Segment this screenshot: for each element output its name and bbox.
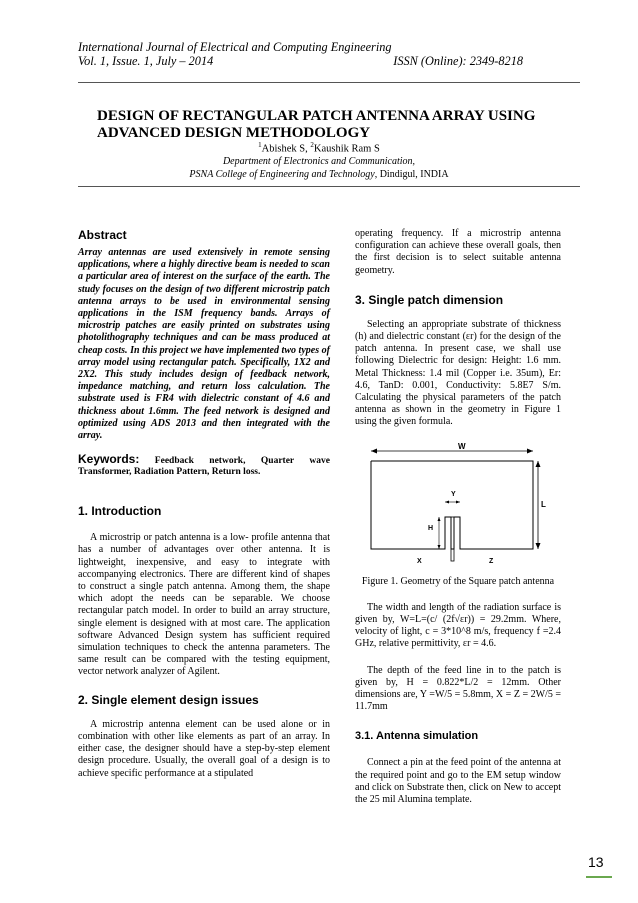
affiliation-location: , Dindigul, INDIA: [374, 169, 449, 180]
affiliation-department: Department of Electronics and Communication,: [222, 156, 416, 167]
y-arrow-left: [445, 500, 449, 503]
patch-geometry-figure: [355, 439, 561, 574]
keywords-text: Feedback network, Quarter wave Transformer, Radiation Pattern, Return loss.: [78, 456, 330, 478]
page-number: 13: [588, 854, 604, 870]
page-number-underline: [586, 876, 612, 878]
patch-outline: [371, 461, 533, 549]
journal-name: International Journal of Electrical and Computing Engineering: [78, 40, 392, 54]
y-arrow-right: [456, 500, 460, 503]
author-1-affil-mark: 1: [258, 141, 262, 149]
label-h: H: [428, 524, 434, 532]
width-length-text: The width and length of the radiation surface is given by, W=L=(c/ (2f√εr)) = 29.2mm. Where, velocity of light, c = 3*10^8 m/s, frequency f =2.4 GHz, relative permittivity, εr = 4.6.: [355, 601, 561, 650]
journal-volume: Vol. 1, Issue. 1, July – 2014: [78, 54, 214, 68]
label-w: W: [458, 441, 466, 451]
label-z: Z: [489, 557, 494, 565]
section-2-continuation: operating frequency. If a microstrip antenna configuration can achieve these overall goals, then the first decision is to select suitable antenna geometry.: [355, 228, 561, 276]
section-2-heading: 2. Single element design issues: [78, 692, 259, 707]
width-arrow-left: [371, 448, 377, 453]
introduction-heading: 1. Introduction: [78, 504, 162, 519]
header-divider: [78, 82, 580, 83]
length-arrow-bottom: [536, 543, 541, 549]
title-divider: [78, 186, 580, 187]
width-arrow-right: [527, 448, 533, 453]
section-3-heading: 3. Single patch dimension: [355, 292, 504, 307]
affiliation-college: PSNA College of Engineering and Technology: [189, 169, 375, 180]
abstract-text: Array antennas are used extensively in remote sensing applications, where a highly directive beam is needed to scan a particular area of interest on the surface of the earth. The study focuses on the design of two different microstrip patch antenna arrays to be used in environmental sensing applications in the ISM frequency bands. Arrays of microstrip patches are easily printed on substrates using photolithography techniques and can be mass produced at cheap costs. In this project we have implemented two types of array model using rectangular patch. Specifically, 1X2 and 2X2. This study includes design of feedback network, impedance matching, and return loss calculation. The substrate used is FR4 with dielectric constant of 4.6 and thickness about 1.6mm. The feed network is designed and optimized using ADS 2013 and then integrated with the array.: [78, 247, 330, 442]
author-2: Kaushik Ram S: [313, 143, 380, 155]
journal-issn: ISSN (Online): 2349-8218: [393, 54, 523, 68]
keywords-label: Keywords:: [78, 452, 140, 467]
label-x: X: [417, 557, 422, 565]
label-y: Y: [451, 490, 456, 498]
journal-header: [78, 40, 523, 68]
length-arrow-top: [536, 461, 541, 467]
h-arrow-bottom: [438, 545, 441, 549]
section-3-1-text: Connect a pin at the feed point of the antenna at the required point and go to the EM setup window and click on Substrate then, click on New to accept the 25 mil Alumina template.: [355, 757, 561, 806]
figure-1-caption: Figure 1. Geometry of the Square patch antenna: [361, 575, 555, 587]
section-3-text: Selecting an appropriate substrate of thickness (h) and dielectric constant (εr) for the design of the patch antenna. In present case, we shall use following Dielectric for design: Height: 1.6 mm. Metal Thickness: 1.4 mil (Copper i.e. 35um), Er: 4.6, TanD: 0.001, Conductivity: 5.8E7 S/m. Calculating the physical parameters of the patch antenna as shown in the geometry in Figure 1 using the given formula.: [355, 318, 561, 428]
author-list: [0, 141, 638, 155]
section-3-1-heading: 3.1. Antenna simulation: [355, 730, 479, 743]
abstract-heading: Abstract: [78, 228, 127, 242]
left-column: [78, 228, 330, 780]
patch-geometry-diagram: [355, 439, 561, 574]
author-1: Abishek S,: [261, 143, 311, 155]
right-column: [355, 228, 561, 806]
paper-title: DESIGN OF RECTANGULAR PATCH ANTENNA ARRAY USING ADVANCED DESIGN METHODOLOGY: [97, 108, 536, 141]
affiliation-institution: [0, 168, 638, 181]
label-l: L: [541, 499, 546, 509]
keywords: [78, 454, 330, 478]
h-arrow-top: [438, 517, 441, 521]
feed-depth-text: The depth of the feed line in to the patch is given by, H = 0.822*L/2 = 12mm. Other dimensions are, Y =W/5 = 5.8mm, X = Z = 2W/5 = 11.7mm: [355, 664, 561, 713]
author-2-affil-mark: 2: [310, 141, 314, 149]
section-2-text: A microstrip antenna element can be used alone or in combination with other like elements as part of an array. In either case, the designer should have a step-by-step element design procedure. Usually, the overall goal of a design is to achieve specific performance at a stipulated: [78, 718, 330, 779]
introduction-text: A microstrip or patch antenna is a low- profile antenna that has a number of advantages over other antenna. It is lightweight, inexpensive, and easy to integrate with accompanying electronics. There are different kind of shapes to construct a single patch antenna. Among them, the shape which adopt the needs can be separable. We choose rectangular patch model. In order to build an array structure, single element is designed with at most care. The application software Advanced Design system has sufficient required simulation techniques to check the antenna parameters. The same result can be compared with the testing equipment, vector network analyzer of Agilent.: [78, 532, 330, 678]
